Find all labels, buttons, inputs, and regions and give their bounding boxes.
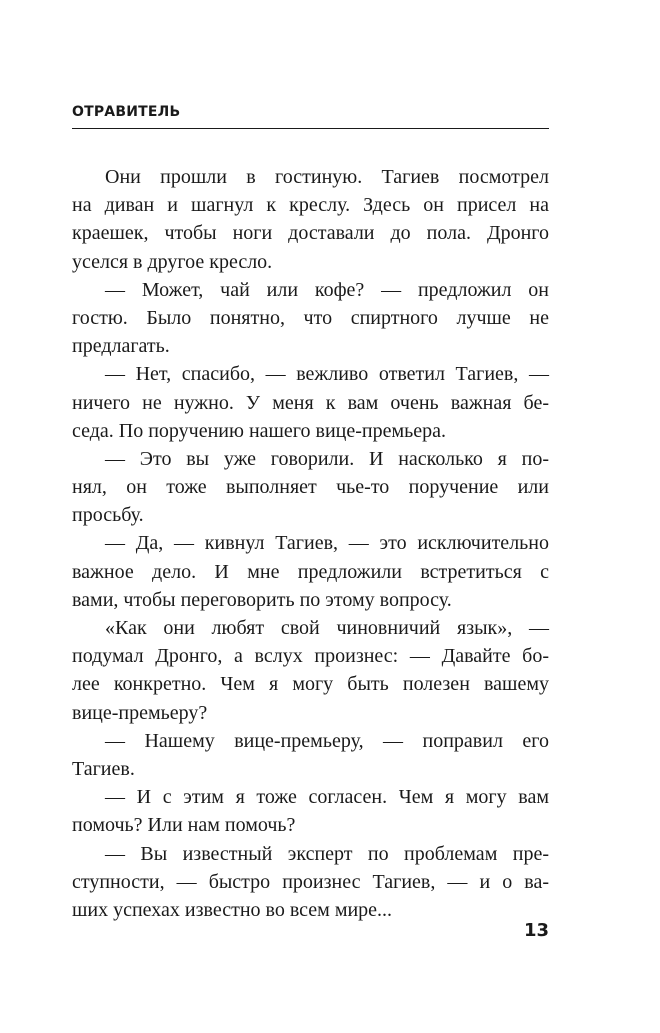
text-line: ших успехах известно во всем мире... (72, 898, 393, 921)
text-line: уселся в другое кресло. (72, 250, 273, 273)
text-line: седа. По поручению нашего вице-премьера. (72, 419, 447, 442)
text-line: — Это вы уже говорили. И насколько я по- (105, 447, 549, 470)
text-line: вами, чтобы переговорить по этому вопросу. (72, 588, 452, 611)
text-line: «Как они любят свой чиновничий язык», — (105, 617, 549, 639)
body-text (72, 163, 549, 924)
text-line: Тагиев. (72, 757, 135, 780)
text-line: ничего не нужно. У меня к вам очень важная бе- (72, 391, 549, 414)
text-line: помочь? Или нам помочь? (72, 814, 296, 837)
text-line: подумал Дронго, а вслух произнес: — Давайте бо- (72, 645, 549, 668)
text-line: — Может, чай или кофе? — предложил он (105, 278, 549, 301)
text-line: ступности, — быстро произнес Тагиев, — и о ва- (72, 870, 549, 893)
text-line: вице-премьеру? (72, 701, 208, 724)
text-line: — Вы известный эксперт по проблемам пре- (105, 842, 549, 865)
text-line: — И с этим я тоже согласен. Чем я могу вам (105, 786, 549, 809)
page-number: 13 (523, 920, 549, 941)
running-head: ОТРАВИТЕЛЬ (72, 104, 181, 120)
text-line: лее конкретно. Чем я могу быть полезен вашему (72, 673, 549, 696)
text-line: Они прошли в гостиную. Тагиев посмотрел (105, 166, 549, 188)
text-line: — Нашему вице-премьеру, — поправил его (105, 729, 549, 752)
text-line: просьбу. (72, 504, 144, 527)
text-line: нял, он тоже выполняет чье-то поручение или (72, 476, 549, 499)
text-line: краешек, чтобы ноги доставали до пола. Дронго (72, 222, 549, 245)
text-line: — Да, — кивнул Тагиев, — это исключительно (105, 532, 549, 555)
header-rule (72, 128, 549, 129)
text-line: предлагать. (72, 335, 170, 358)
text-line: на диван и шагнул к креслу. Здесь он присел на (72, 194, 549, 217)
text-line: гостю. Было понятно, что спиртного лучше не (72, 306, 549, 329)
text-line: важное дело. И мне предложили встретиться с (72, 560, 549, 583)
text-line: — Нет, спасибо, — вежливо ответил Тагиев, — (105, 363, 549, 386)
